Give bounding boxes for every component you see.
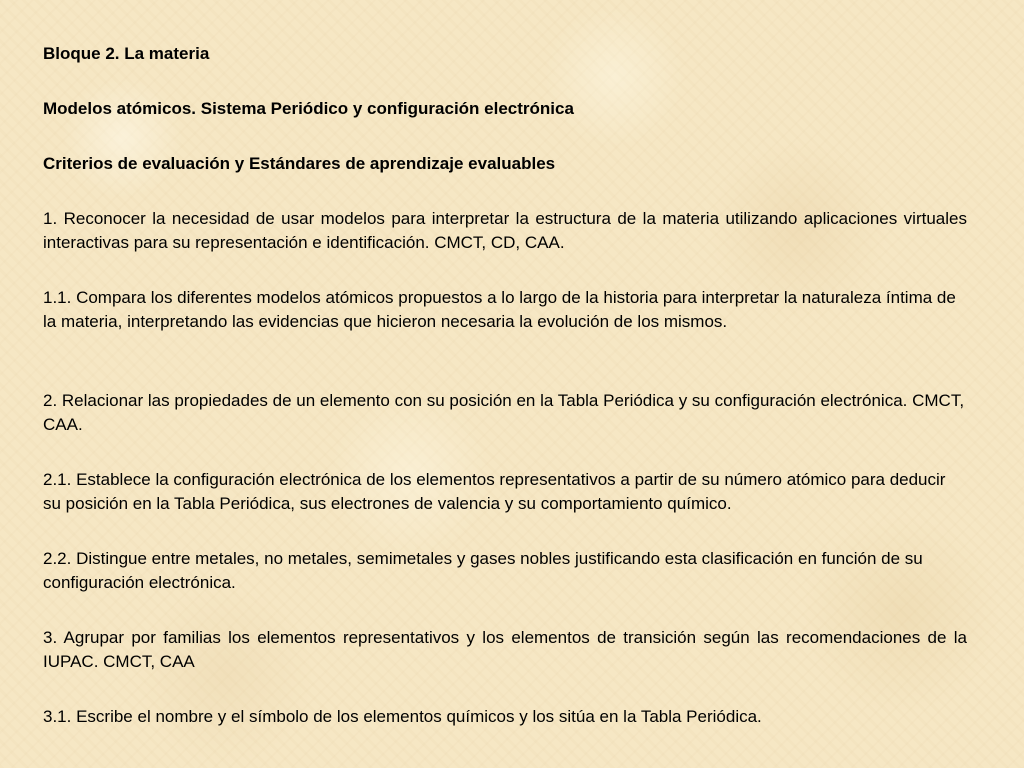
criterion-3: 3. Agrupar por familias los elementos representativos y los elementos de transición según las recomendaciones de la IUPAC. CMCT, CAA bbox=[43, 628, 967, 671]
block-title: Bloque 2. La materia bbox=[43, 44, 210, 63]
criterion-2: 2. Relacionar las propiedades de un elemento con su posición en la Tabla Periódica y su configuración electrónica. CMCT, CAA. bbox=[43, 391, 965, 434]
standard-3-1: 3.1. Escribe el nombre y el símbolo de los elementos químicos y los sitúa en la Tabla Periódica. bbox=[43, 707, 762, 726]
section-subtitle: Modelos atómicos. Sistema Periódico y configuración electrónica bbox=[43, 99, 574, 118]
standard-2-1: 2.1. Establece la configuración electrónica de los elementos representativos a partir de su número atómico para deducir su posición en la Tabla Periódica, sus electrones de valencia y su comportamiento químico. bbox=[43, 470, 946, 513]
standard-2-2: 2.2. Distingue entre metales, no metales, semimetales y gases nobles justificando esta clasificación en función de su configuración electrónica. bbox=[43, 549, 923, 592]
criteria-heading: Criterios de evaluación y Estándares de aprendizaje evaluables bbox=[43, 154, 556, 173]
criterion-1: 1. Reconocer la necesidad de usar modelos para interpretar la estructura de la materia utilizando aplicaciones virtuales interactivas para su representación e identificación. CMCT, CD, CAA. bbox=[43, 209, 967, 252]
standard-1-1: 1.1. Compara los diferentes modelos atómicos propuestos a lo largo de la historia para interpretar la naturaleza íntima de la materia, interpretando las evidencias que hicieron necesaria la evolución de los mismos. bbox=[43, 288, 956, 331]
